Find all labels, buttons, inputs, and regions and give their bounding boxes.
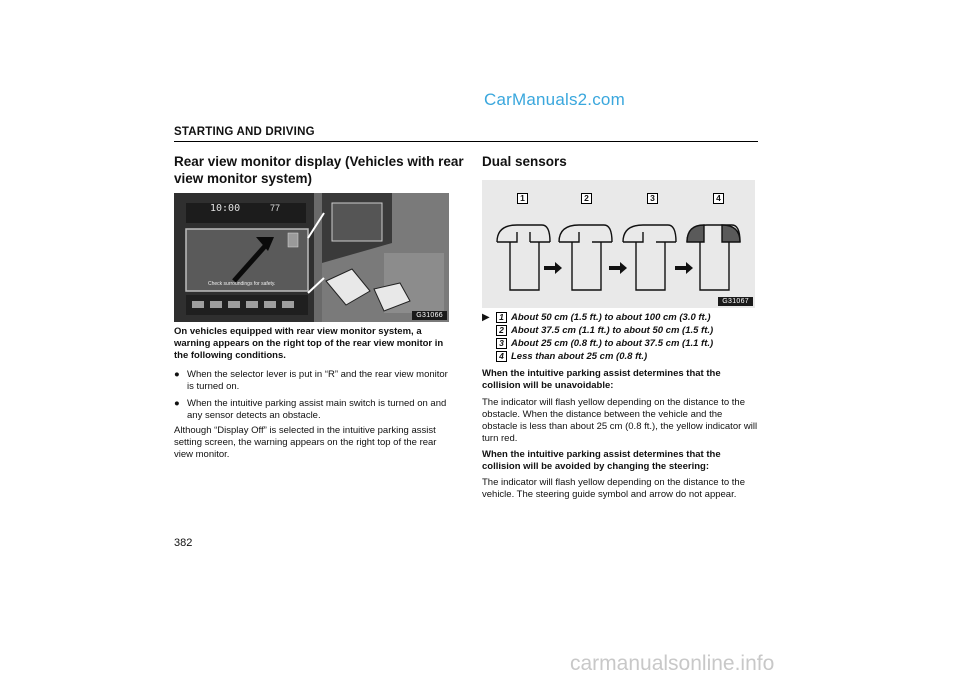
- bullet-item: [174, 398, 450, 424]
- image-code-badge: G31067: [718, 297, 753, 306]
- distance-range-item: [496, 312, 758, 324]
- range-text: About 37.5 cm (1.1 ft.) to about 50 cm (1.5 ft.): [511, 325, 714, 336]
- case1-heading: When the intuitive parking assist determines that the collision will be unavoidable:: [482, 368, 721, 391]
- left-section-title: Rear view monitor display (Vehicles with rear view monitor system): [174, 154, 464, 186]
- stage-number: 3: [647, 193, 658, 204]
- rear-monitor-photo: [174, 193, 449, 322]
- dual-sensor-diagram: [482, 180, 755, 308]
- section-header: STARTING AND DRIVING: [174, 126, 315, 138]
- monitor-caution-text: Check surroundings for safety.: [208, 281, 276, 287]
- monitor-clock: 10:00: [210, 203, 241, 214]
- stage-number: 2: [581, 193, 592, 204]
- watermark-bottom: carmanualsonline.info: [570, 652, 775, 675]
- range-number: 4: [496, 351, 507, 362]
- case2-text: The indicator will flash yellow depending on the distance to the vehicle. The steering guide symbol and arrow do not appear.: [482, 477, 745, 500]
- bullet-dot: ●: [174, 369, 180, 380]
- page-number: 382: [174, 537, 193, 549]
- left-note: Although “Display Off” is selected in the intuitive parking assist setting screen, the warning appears on the right top of the rear view monitor.: [174, 425, 437, 460]
- range-text: About 25 cm (0.8 ft.) to about 37.5 cm (1.1 ft.): [511, 338, 714, 349]
- distance-range-item: [496, 338, 758, 350]
- pointer-arrow-icon: ▶: [482, 312, 490, 323]
- bullet-dot: ●: [174, 398, 180, 409]
- distance-range-item: [496, 325, 758, 337]
- image-code-badge: G31066: [412, 311, 447, 320]
- stage-number: 4: [713, 193, 724, 204]
- case2-heading: When the intuitive parking assist determines that the collision will be avoided by changing the steering:: [482, 449, 721, 472]
- range-text: Less than about 25 cm (0.8 ft.): [511, 351, 648, 362]
- bullet-item: [174, 369, 450, 395]
- range-number: 3: [496, 338, 507, 349]
- range-text: About 50 cm (1.5 ft.) to about 100 cm (3.0 ft.): [511, 312, 711, 323]
- distance-range-item: [496, 351, 758, 363]
- case1-text: The indicator will flash yellow depending on the distance to the obstacle. When the distance between the vehicle and the obstacle is less than about 25 cm (0.8 ft.), the yellow indicator will turn red.: [482, 397, 758, 444]
- range-number: 2: [496, 325, 507, 336]
- range-number: 1: [496, 312, 507, 323]
- watermark-top: CarManuals2.com: [484, 90, 625, 109]
- bullet-text: When the intuitive parking assist main switch is turned on and any sensor detects an obstacle.: [187, 398, 447, 421]
- bullet-text: When the selector lever is put in “R” and the rear view monitor is turned on.: [187, 369, 448, 392]
- stage-number: 1: [517, 193, 528, 204]
- right-section-title: Dual sensors: [482, 154, 567, 169]
- monitor-temp: 77: [270, 203, 281, 213]
- left-intro: On vehicles equipped with rear view monitor system, a warning appears on the right top of the rear view monitor in the following conditions.: [174, 326, 444, 361]
- header-rule: [174, 141, 758, 142]
